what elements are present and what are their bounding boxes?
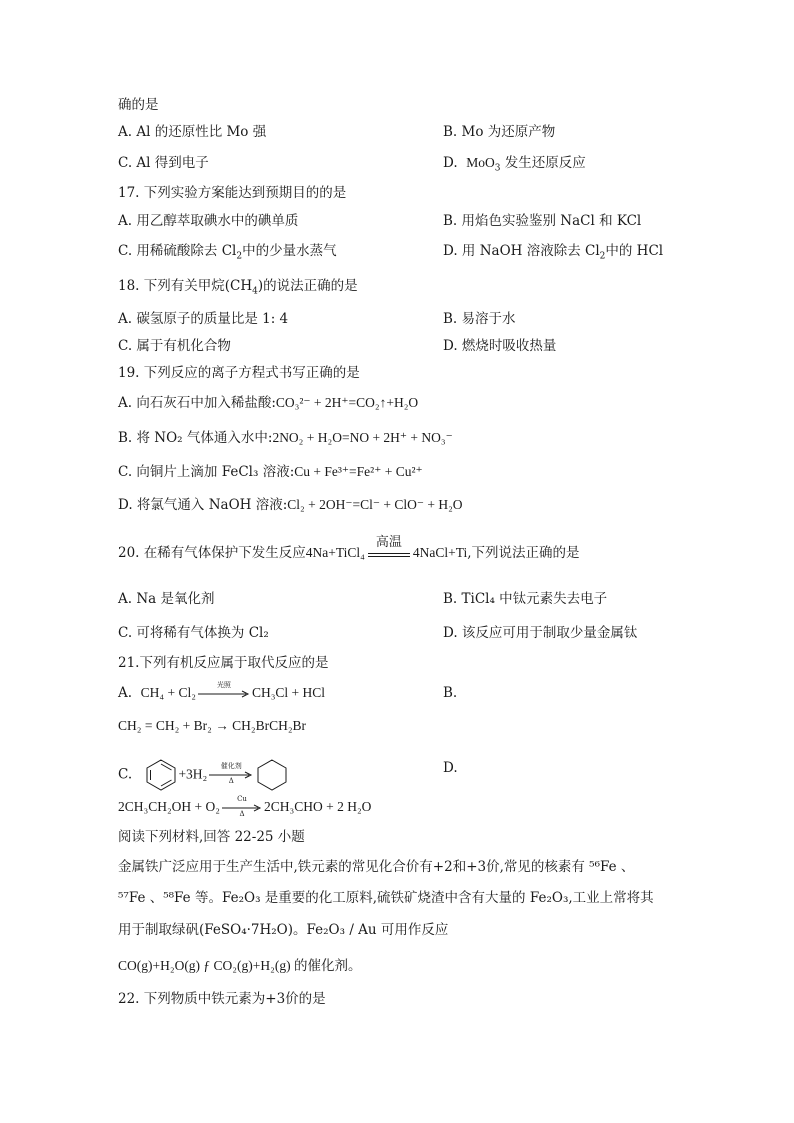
q19-option-a[interactable]: [118, 394, 418, 412]
q18-a-text: A. 碳氢原子的质量比是 1: 4: [118, 311, 289, 327]
q21-option-d[interactable]: [443, 759, 458, 777]
cyclohexane-ring-icon: [255, 759, 289, 791]
q21-d-left: 2CH₃CH₂OH + O₂: [118, 799, 220, 814]
q17-option-c[interactable]: [118, 242, 337, 260]
q19-b-equation: 2NO₂ + H₂O=NO + 2H⁺ + NO₃⁻: [272, 430, 453, 445]
q16-d-sub: 3: [494, 163, 501, 174]
reading-line-3-text: 用于制取绿矾(FeSO₄·7H₂O)。Fe₂O₃ / Au 可用作反应: [118, 922, 449, 938]
reading-line-4-text: CO(g)+H₂O(g) ƒ CO₂(g)+H₂(g) 的催化剂。: [118, 958, 362, 973]
q20-equals-sign: [366, 534, 412, 562]
q18-stem: [118, 277, 358, 295]
q19-c-text: C. 向铜片上滴加 FeCl₃ 溶液:: [118, 464, 295, 480]
q21-a-arrow: [198, 680, 250, 703]
reading-line-4: [118, 957, 361, 975]
q16-c-text: C. Al 得到电子: [118, 155, 209, 171]
benzene-ring-icon: [144, 759, 178, 791]
q19-a-text: A. 向石灰石中加入稀盐酸:: [118, 395, 276, 411]
q20-stem-text: 20. 在稀有气体保护下发生反应: [118, 545, 306, 561]
q22-stem-text: 22. 下列物质中铁元素为+3价的是: [118, 991, 326, 1007]
q21-d-right: 2CH₃CHO + 2 H₂O: [264, 799, 372, 814]
q21-d-condition-heat: Δ: [239, 809, 245, 818]
q16-d-formula: MoO: [466, 155, 495, 170]
q17-stem-text: 17. 下列实验方案能达到预期目的的是: [118, 185, 347, 201]
q18-d-text: D. 燃烧时吸收热量: [443, 338, 557, 354]
q20-option-c[interactable]: [118, 624, 269, 642]
q21-a-left: CH₄ + Cl₂: [140, 685, 196, 700]
q21-d-equation-line: [118, 794, 372, 818]
q19-stem-text: 19. 下列反应的离子方程式书写正确的是: [118, 365, 360, 381]
reading-line-1: [118, 858, 634, 876]
q20-a-text: A. Na 是氧化剂: [118, 591, 215, 607]
q21-b-equation-line: [118, 717, 306, 735]
q20-stem: [118, 534, 580, 562]
q22-stem: [118, 990, 326, 1008]
q17-option-d[interactable]: [443, 242, 663, 260]
q16-option-b[interactable]: [443, 123, 555, 141]
q21-stem-text: 21.下列有机反应属于取代反应的是: [118, 655, 329, 671]
q18-c-text: C. 属于有机化合物: [118, 338, 231, 354]
q16-d-text: 发生还原反应: [504, 155, 586, 171]
q20-stem-text-post: ,下列说法正确的是: [467, 545, 580, 561]
q16-d-label: D.: [443, 155, 458, 171]
q19-stem: [118, 364, 360, 382]
q21-c-label: C.: [118, 766, 133, 783]
q21-d-condition: Cu: [237, 794, 247, 803]
q20-c-text: C. 可将稀有气体换为 Cl₂: [118, 625, 269, 641]
q17-c-sub: 2: [236, 251, 243, 262]
q19-option-b[interactable]: [118, 429, 453, 447]
q18-stem-sub: 4: [252, 286, 258, 297]
q21-d-arrow: [222, 794, 262, 818]
q18-stem-text-post: )的说法正确的是: [257, 278, 358, 294]
q18-b-text: B. 易溶于水: [443, 311, 516, 327]
q17-option-a[interactable]: [118, 212, 298, 230]
q20-option-b[interactable]: [443, 590, 607, 608]
q20-option-a[interactable]: [118, 590, 214, 608]
q16-option-a[interactable]: [118, 123, 266, 141]
q16-stem-text: 确的是: [118, 97, 159, 113]
q21-a-right: CH₃Cl + HCl: [251, 685, 326, 700]
q18-option-b[interactable]: [443, 310, 516, 328]
q18-option-c[interactable]: [118, 337, 231, 355]
q18-option-d[interactable]: [443, 337, 556, 355]
q19-d-equation: Cl₂ + 2OH⁻=Cl⁻ + ClO⁻ + H₂O: [287, 497, 463, 512]
q17-b-text: B. 用焰色实验鉴别 NaCl 和 KCl: [443, 213, 642, 229]
q21-c-condition-heat: Δ: [228, 777, 234, 785]
q21-c-condition: 催化剂: [220, 762, 242, 770]
q20-b-text: B. TiCl₄ 中钛元素失去电子: [443, 591, 608, 607]
q17-option-b[interactable]: [443, 212, 641, 230]
q19-c-equation: Cu + Fe³⁺=Fe²⁺ + Cu²⁺: [294, 464, 423, 479]
q16-option-c[interactable]: [118, 154, 209, 172]
q19-option-c[interactable]: [118, 463, 423, 481]
q20-eq-right: 4NaCl+Ti: [412, 545, 468, 560]
q21-option-b[interactable]: [443, 684, 457, 702]
q21-b-equation: CH₂ = CH₂ + Br₂ → CH₂BrCH₂Br: [118, 718, 307, 733]
reading-intro: [118, 828, 305, 846]
q20-d-text: D. 该反应可用于制取少量金属钛: [443, 625, 638, 641]
q17-c-text-post: 中的少量水蒸气: [242, 243, 337, 259]
q21-option-c[interactable]: [118, 759, 289, 791]
q17-stem: [118, 184, 346, 202]
q21-c-arrow: [209, 762, 253, 785]
q19-a-equation: CO₃²⁻ + 2H⁺=CO₂↑+H₂O: [275, 395, 419, 410]
q20-condition: 高温: [375, 534, 402, 550]
q21-b-label: B.: [443, 685, 458, 701]
q18-option-a[interactable]: [118, 310, 288, 328]
reading-intro-text: 阅读下列材料,回答 22-25 小题: [118, 829, 305, 845]
q17-a-text: A. 用乙醇萃取碘水中的碘单质: [118, 213, 299, 229]
reading-line-2: [118, 889, 654, 907]
q18-stem-text: 18. 下列有关甲烷(CH: [118, 278, 253, 294]
reading-line-3: [118, 921, 448, 939]
reading-line-1-text: 金属铁广泛应用于生产生活中,铁元素的常见化合价有+2和+3价,常见的核素有 ⁵⁶Fe 、: [118, 859, 635, 875]
q17-d-text-post: 中的 HCl: [605, 243, 664, 259]
q21-a-label: A.: [118, 685, 133, 701]
q16-stem-tail: [118, 96, 159, 114]
q21-option-a[interactable]: [118, 680, 326, 703]
q20-eq-left: 4Na+TiCl₄: [305, 545, 365, 560]
reading-line-2-text: ⁵⁷Fe 、⁵⁸Fe 等。Fe₂O₃ 是重要的化工原料,硫铁矿烧渣中含有大量的 Fe₂O₃,工业上常将其: [118, 890, 654, 906]
q19-b-text: B. 将 NO₂ 气体通入水中:: [118, 430, 273, 446]
q21-stem: [118, 654, 328, 672]
q20-option-d[interactable]: [443, 624, 637, 642]
q16-option-d[interactable]: [443, 154, 586, 172]
q19-d-text: D. 将氯气通入 NaOH 溶液:: [118, 497, 288, 513]
q21-d-label: D.: [443, 760, 458, 776]
q16-b-text: B. Mo 为还原产物: [443, 124, 556, 140]
q21-a-condition: 光照: [216, 680, 231, 689]
q16-a-text: A. Al 的还原性比 Mo 强: [118, 124, 267, 140]
q21-c-reagent: +3H₂: [178, 766, 208, 782]
q17-d-sub: 2: [599, 251, 606, 262]
q17-c-text: C. 用稀硫酸除去 Cl: [118, 243, 237, 259]
q17-d-text: D. 用 NaOH 溶液除去 Cl: [443, 243, 600, 259]
q19-option-d[interactable]: [118, 496, 463, 514]
